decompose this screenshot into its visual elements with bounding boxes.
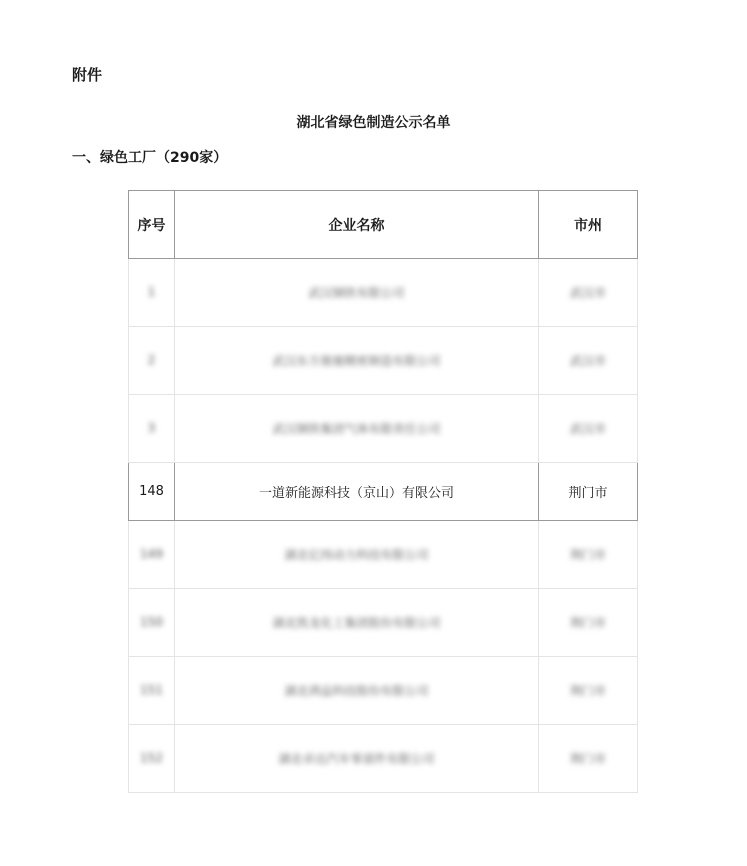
cell-serial-number: [129, 725, 175, 793]
table-row: [129, 657, 638, 725]
table-row: [129, 327, 638, 395]
cell-serial-number-text: 2: [147, 353, 156, 367]
cell-serial-number: [129, 463, 175, 521]
cell-company-name-text: 湖北鸿益科技股份有限公司: [284, 684, 429, 698]
cell-city-text: 荆门市: [569, 616, 606, 630]
cell-company-name-text: 一道新能源科技（京山）有限公司: [258, 486, 454, 501]
cell-company-name-text: 湖北卓达汽车零部件有限公司: [278, 752, 435, 766]
table-header-row: [129, 191, 638, 259]
cell-company-name: [175, 521, 539, 589]
table-row: [129, 725, 638, 793]
cell-company-name: [175, 657, 539, 725]
cell-city: [539, 589, 638, 657]
table-row: [129, 259, 638, 327]
cell-company-name: [175, 395, 539, 463]
section-heading: 一、绿色工厂（290家）: [72, 150, 228, 166]
cell-city: [539, 327, 638, 395]
attachment-label: 附件: [72, 66, 103, 84]
cell-company-name-text: 武汉东方骏驰精密制造有限公司: [272, 354, 441, 368]
cell-serial-number-text: 3: [147, 421, 156, 435]
cell-serial-number-text: 151: [140, 683, 163, 697]
cell-city: [539, 725, 638, 793]
cell-serial-number: [129, 657, 175, 725]
table-body: [129, 259, 638, 793]
header-city: 市州: [539, 191, 638, 259]
cell-city-text: 荆门市: [569, 548, 606, 562]
green-factory-table: [128, 190, 638, 793]
cell-city: [539, 521, 638, 589]
cell-company-name-text: 武汉钢铁有限公司: [308, 286, 405, 300]
cell-company-name-text: 湖北亿纬动力科技有限公司: [284, 548, 429, 562]
cell-serial-number: [129, 259, 175, 327]
cell-city: [539, 395, 638, 463]
cell-company-name-text: 湖北凯龙化工集团股份有限公司: [272, 616, 441, 630]
cell-company-name: [175, 725, 539, 793]
cell-serial-number-text: 152: [140, 751, 163, 765]
cell-serial-number: [129, 589, 175, 657]
header-company-name: 企业名称: [175, 191, 539, 259]
table-row: [129, 589, 638, 657]
table-row: [129, 521, 638, 589]
cell-serial-number-text: 149: [140, 547, 163, 561]
cell-company-name: [175, 259, 539, 327]
cell-city: [539, 259, 638, 327]
header-serial-number: 序号: [129, 191, 175, 259]
cell-city-text: 荆门市: [569, 752, 606, 766]
cell-serial-number-text: 1: [147, 285, 156, 299]
cell-serial-number-text: 150: [140, 615, 163, 629]
cell-company-name: [175, 589, 539, 657]
cell-city-text: 武汉市: [569, 354, 606, 368]
cell-city: [539, 657, 638, 725]
cell-city-text: 荆门市: [568, 486, 608, 501]
cell-serial-number: [129, 327, 175, 395]
cell-city: [539, 463, 638, 521]
table-row: [129, 395, 638, 463]
cell-company-name-text: 武汉钢铁集团气体有限责任公司: [272, 422, 441, 436]
cell-serial-number-text: 148: [139, 484, 164, 499]
cell-serial-number: [129, 521, 175, 589]
table-row: [129, 463, 638, 521]
cell-city-text: 武汉市: [569, 286, 606, 300]
cell-company-name: [175, 327, 539, 395]
cell-city-text: 武汉市: [569, 422, 606, 436]
cell-city-text: 荆门市: [569, 684, 606, 698]
cell-company-name: [175, 463, 539, 521]
document-title: 湖北省绿色制造公示名单: [296, 115, 451, 131]
cell-serial-number: [129, 395, 175, 463]
